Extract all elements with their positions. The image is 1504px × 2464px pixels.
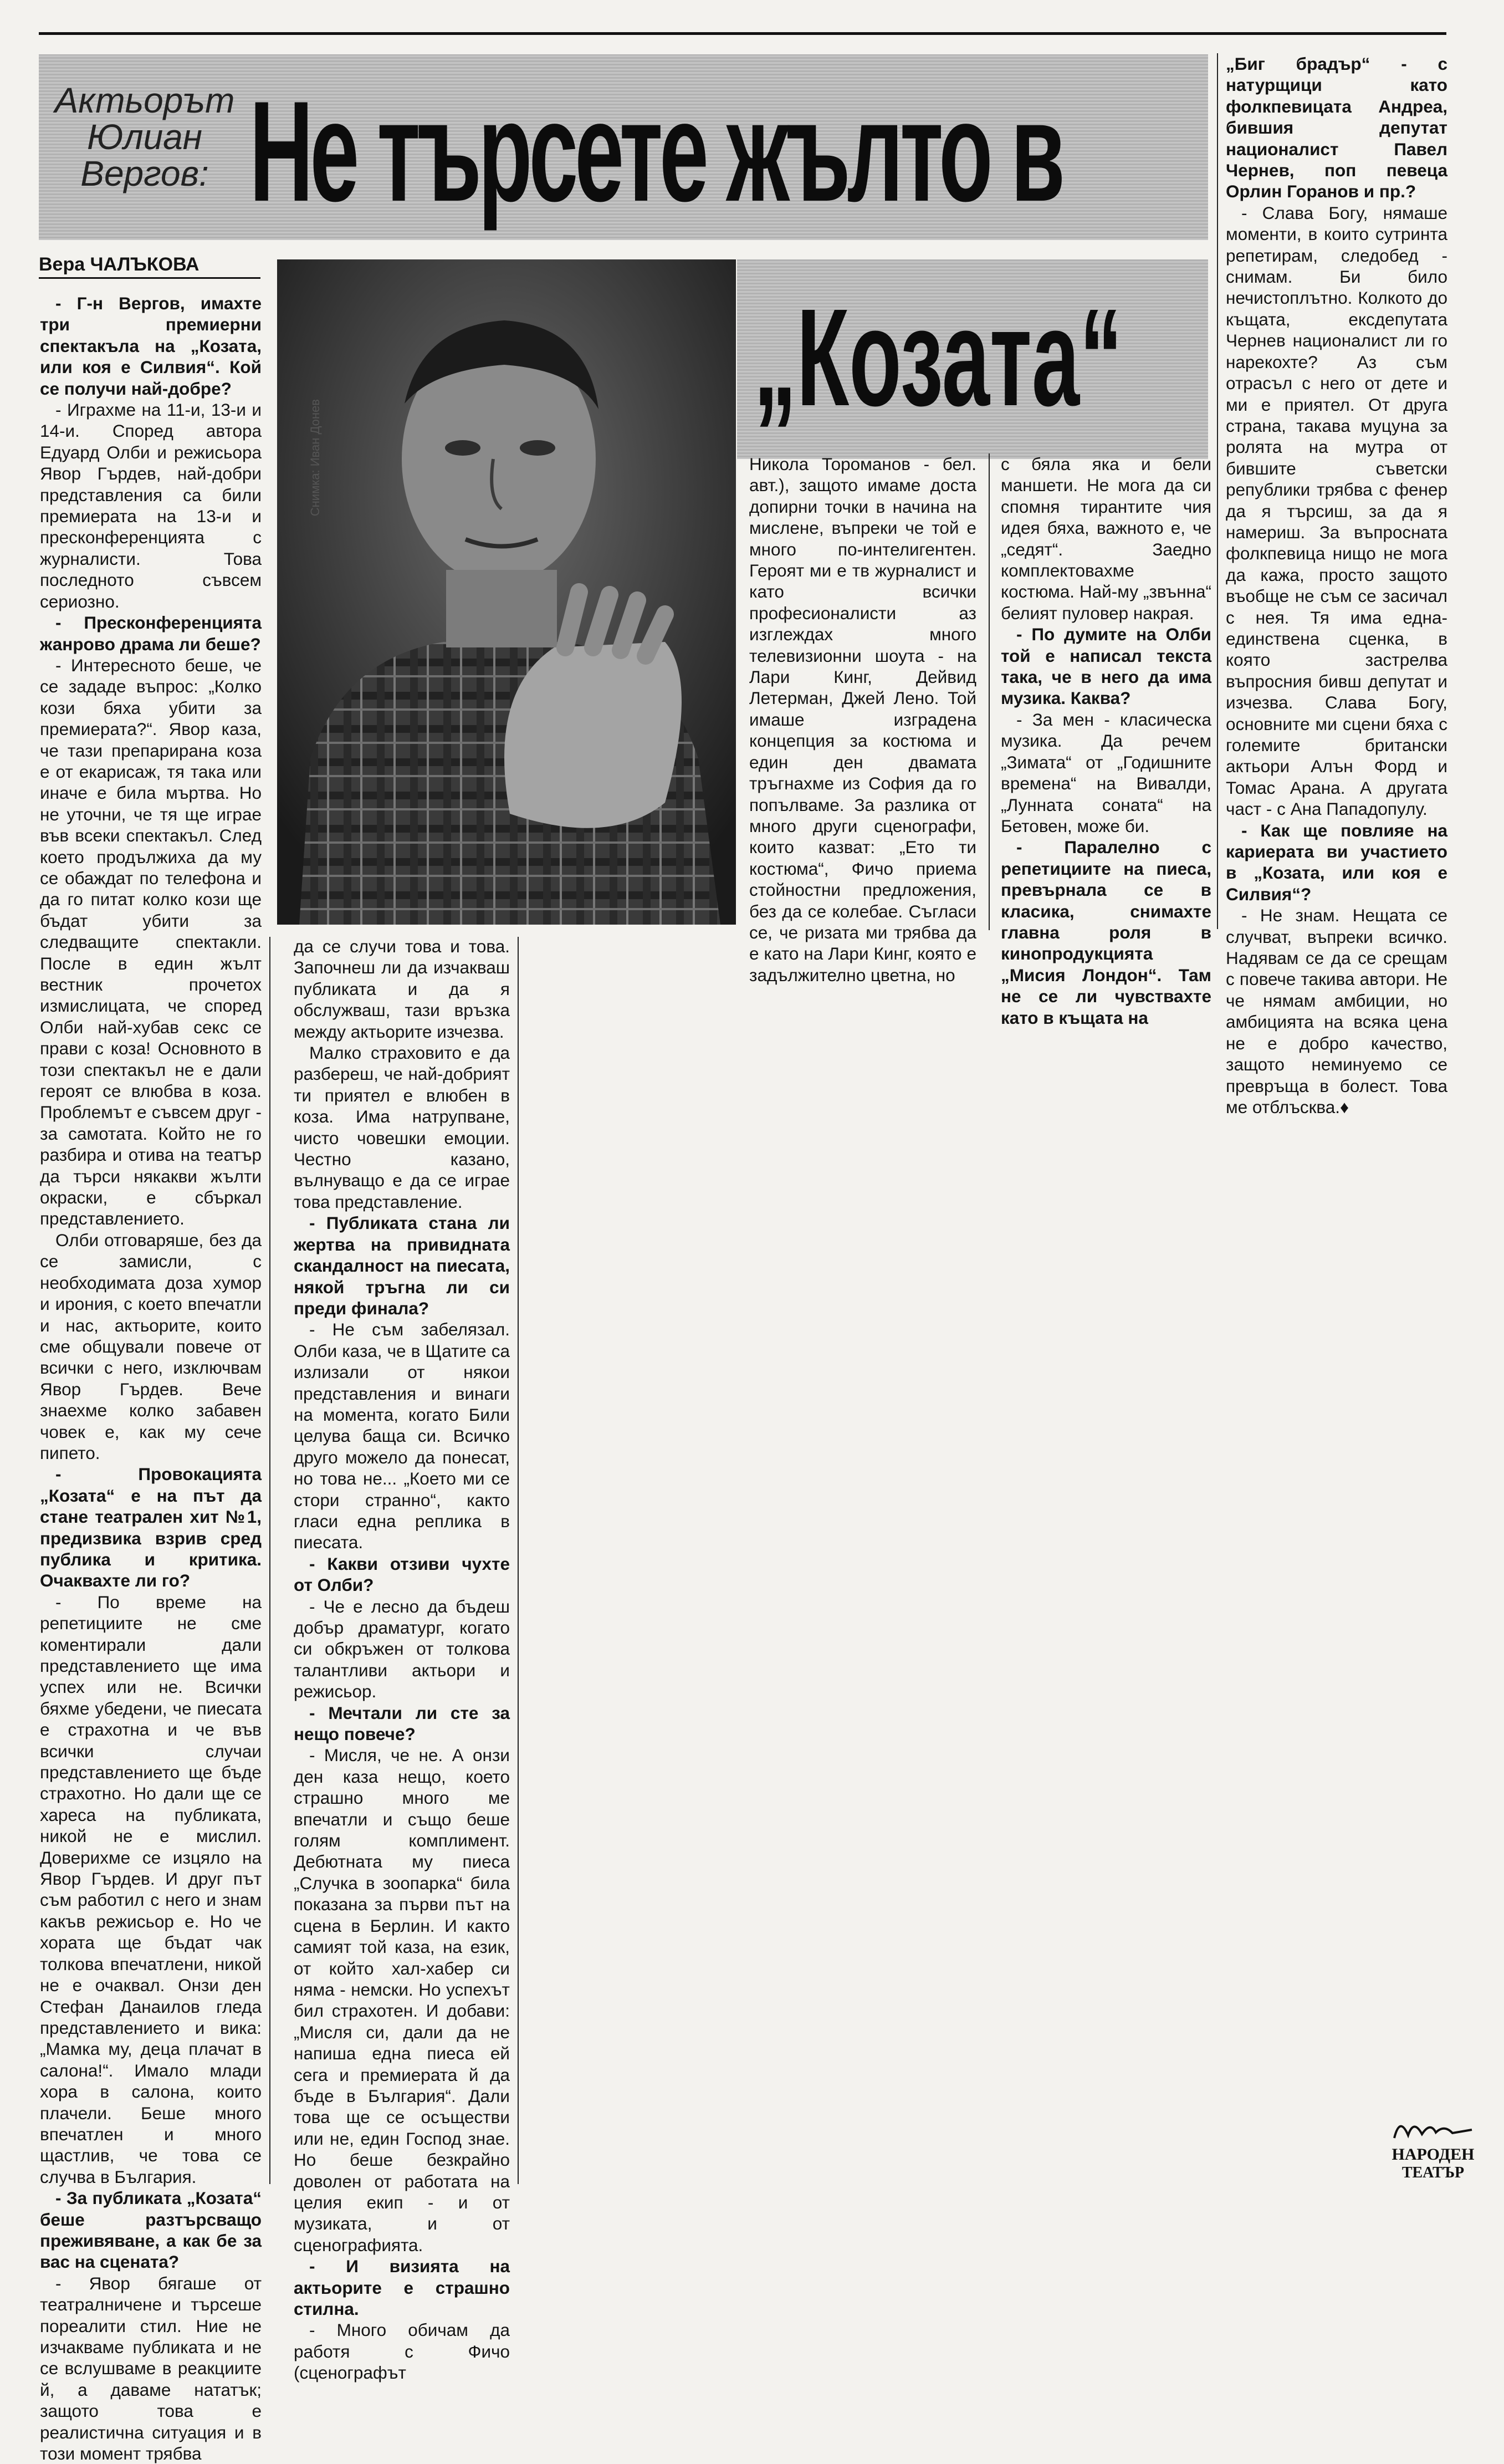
answer: - Явор бягаше от театралничене и търсеше пореалити стил. Ние не изчакваме публиката и не се вслушваме в реакциите й, а даваме нататък; защото това е реалистична ситуация и в този момент трябва	[40, 2273, 262, 2464]
question: - И визията на актьорите е страшно стилна.	[294, 2256, 510, 2319]
question: - Публиката стана ли жертва на привидната скандалност на пиесата, някой тръгна ли си преди финала?	[294, 1213, 510, 1318]
answer: Олби отговаряше, без да се замисли, с необходимата доза хумор и ирония, с което впечатли и нас, актьорите, които сме общували повече от всички с него, изключвам Явор Гърдев. Вече знаехме колко забавен човек е, как му сечe пипето.	[40, 1230, 262, 1463]
question-continued: „Биг брадър“ - с натурщици като фолкпевицата Андреа, бившия депутат националист Павел Чернев, поп певеца Орлин Горанов и пр.?	[1226, 54, 1447, 202]
byline-rule	[39, 277, 260, 279]
answer: - Не съм забелязал. Олби каза, че в Щатите са излизали от някои представления и винаги на момента, когато Били целува баща си. Всичко друго можело да понесат, но това не... „Което ми се стори странно“, както гласи една реплика в пиесата.	[294, 1319, 510, 1553]
answer-continued: с бяла яка и бели маншети. Не мога да си спомня тирантите чия идея бяха, важното е, че „седят“. Заедно комплектовахме костюма. Най-му „звънна“ белият пуловер накрая.	[1001, 454, 1211, 623]
answer-continued: да се случи това и това. Започнеш ли да изчакваш публиката и да я обслужваш, тази връзка между актьорите изчезва.	[294, 936, 510, 1042]
question: - Как ще повлияе на кариерата ви участието в „Козата, или коя е Силвия“?	[1226, 820, 1447, 904]
question: - За публиката „Козата“ беше разтърсващо преживяване, а как бе за вас на сцената?	[40, 2188, 262, 2272]
article-column-3	[749, 453, 976, 985]
portrait-photo	[277, 259, 736, 925]
answer-continued: Никола Тороманов - бел. авт.), защото имаме доста допирни точки в начина на мислене, въпреки че той е много по-интелигентен. Героят ми е тв журналист и като всички професионалисти аз изглеждах много телевизионни шоута - на Лари Кинг, Дейвид Летерман, Джей Лено. Той имаше изградена концепция за костюма и един ден двамата тръгнахме из София да го попълваме. За разлика от много други сценографи, които казват: „Ето ти костюма“, Фичо приема стойностни предложения, без да се колебае. Съгласи се, че ризата ми трябва да е като на Лари Кинг, която е задължително цветна, но	[749, 454, 976, 985]
column-rule	[989, 453, 990, 930]
column-rule	[1217, 53, 1218, 929]
question: - По думите на Олби той е написал текста така, че в него да има музика. Каква?	[1001, 624, 1211, 708]
answer: - Интересното беше, че се зададе въпрос: „Колко кози бяха убити за премиерата?“. Явор каза, че тази препарирана коза е от екарисаж, тя така или иначе е била мъртва. Но не уточни, че тя ще играе във всеки спектакъл. След което продължиха да му се обаждат по телефона и да го питат колко кози ще бъдат убити за следващите спектакли. После в един жълт вестник прочетох измислицата, че според Олби най-хубав секс се прави с коза! Основното в този спектакъл не е дали героят се влюбва в коза. Проблемът е съвсем друг - за самотата. Който не го разбира и отива на театър да търси някакви жълти окраски, е сбъркал представлението.	[40, 655, 262, 1229]
question: - Г-н Вергов, имахте три премиерни спектакъла на „Козата, или коя е Силвия“. Кой се получи най-добре?	[40, 293, 262, 399]
question: - Какви отзиви чухте от Олби?	[294, 1553, 510, 1595]
answer: - Много обичам да работя с Фичо (сценографът	[294, 2320, 510, 2383]
article-column-5	[1226, 53, 1447, 1117]
signature-icon	[1383, 2113, 1483, 2146]
article-column-2	[294, 936, 510, 2383]
answer: - Не знам. Нещата се случват, въпреки всичко. Надявам се да се срещам с повече такива автори. Не че нямам амбиции, но амбицията на всяка цена не е добро качество, защото неминуемо се превръща в болест. Това ме отблъсква.♦	[1226, 905, 1447, 1117]
answer: - Мисля, че не. А онзи ден каза нещо, което страшно много ме впечатли и също беше голям комплимент. Дебютната му пиеса „Случка в зоопарка“ била показана за първи път на сцена в Берлин. И както самият той каза, на език, от който хал-хабер си няма - немски. Но успехът бил страхотен. И добави: „Мисля си, дали да не напиша една пиеса ей сега и премиерата й да бъде в България“. Дали това ще се осъществи или не, един Господ знае. Но беше безкрайно доволен от работата на целия екип - и от музиката, и от сценографията.	[294, 1745, 510, 2255]
article-column-4	[1001, 453, 1211, 1028]
national-theatre-stamp	[1383, 2113, 1483, 2185]
answer: - Слава Богу, нямаше моменти, в които сутринта репетирам, следобед - снимам. Би било нечистоплътно. Колкото до къщата, ексдепутата Чернев националист ли го нарекохте? Аз съм отрасъл с него от дете и ми е приятел. От друга страна, такава муцуна за ролята на мутра от бившите съветски републики трябва с фенер да я търсиш, за да я намериш. За въпросната фолкпевица нищо не мога да кажа, просто защото въобще не съм се засичал с нея. Тя има една-единствена сценка, в която застрелва въпросния бивш депутат и изчезва. Слава Богу, основните ми сцени бяха с големите британски актьори Алън Форд и Томас Арана. А другата част - с Ана Пападопулу.	[1226, 202, 1447, 819]
kicker	[48, 82, 242, 192]
byline: Вера ЧАЛЪКОВА	[39, 254, 199, 275]
stamp-line: НАРОДЕН	[1392, 2145, 1475, 2164]
top-rule	[39, 32, 1446, 35]
column-rule	[269, 937, 270, 2184]
headline-line-1: Не търсете жълто в	[249, 71, 1062, 231]
kicker-line: Актьорът	[54, 80, 235, 120]
headline-line-2: „Козата“	[754, 280, 1123, 435]
question: - Пресконференцията жанрово драма ли беше?	[40, 613, 262, 654]
stamp-line: ТЕАТЪР	[1401, 2164, 1465, 2181]
answer: Малко страховито е да разбереш, че най-добрият ти приятел е влюбен в коза. Има натрупване, чисто човешки емоции. Честно казано, вълнуващо е да се играе това представление.	[294, 1043, 510, 1212]
answer: - По време на репетициите не сме коментирали дали представлението ще има успех или не. Всички бяхме убедени, че пиесата е страхотна и че във всички случаи представлението ще бъде страхотно. Но дали ще се хареса на публиката, никой не е мислил. Доверихме се изцяло на Явор Гърдев. И друг път съм работил с него и знам какъв режисьор е. Но че хората ще бъдат чак толкова впечатлени, никой не е очаквал. Онзи ден Стефан Данаилов гледа представлението и вика: „Мамка му, деца плачат в салона!“. Имало млади хора в салона, които плачели. Беше много впечатлен и много щастлив, че това се случва в България.	[40, 1591, 262, 2187]
answer: - За мен - класическа музика. Да речем „Зимата“ от „Годишните времена“ на Вивалди, „Лунната соната“ на Бетовен, може би.	[1001, 709, 1211, 836]
question: - Провокацията „Козата“ е на път да стане театрален хит №1, предизвика взрив сред публика и критика. Очаквахте ли го?	[40, 1464, 262, 1591]
kicker-line: Вергов:	[80, 154, 209, 193]
question: - Паралелно с репетициите на пиеса, превърнала се в класика, снимахте главна роля в кинопродукцията „Мисия Лондон“. Там не се ли чувствахте като в къщата на	[1001, 837, 1211, 1028]
answer: - Играхме на 11-и, 13-и и 14-и. Според автора Едуард Олби и режисьора Явор Гърдев, най-добри представления са били премиерата на 13-и и пресконференцията с журналисти. Това последното съвсем сериозно.	[40, 400, 262, 611]
photo-credit: Снимка: Иван Донев	[308, 399, 322, 517]
article-column-1	[40, 293, 262, 2464]
answer: - Че е лесно да бъдеш добър драматург, когато си обкръжен от толкова талантливи актьори и режисьор.	[294, 1596, 510, 1702]
kicker-line: Юлиан	[87, 117, 202, 157]
question: - Мечтали ли сте за нещо повече?	[294, 1702, 510, 1744]
column-rule	[518, 937, 519, 2184]
